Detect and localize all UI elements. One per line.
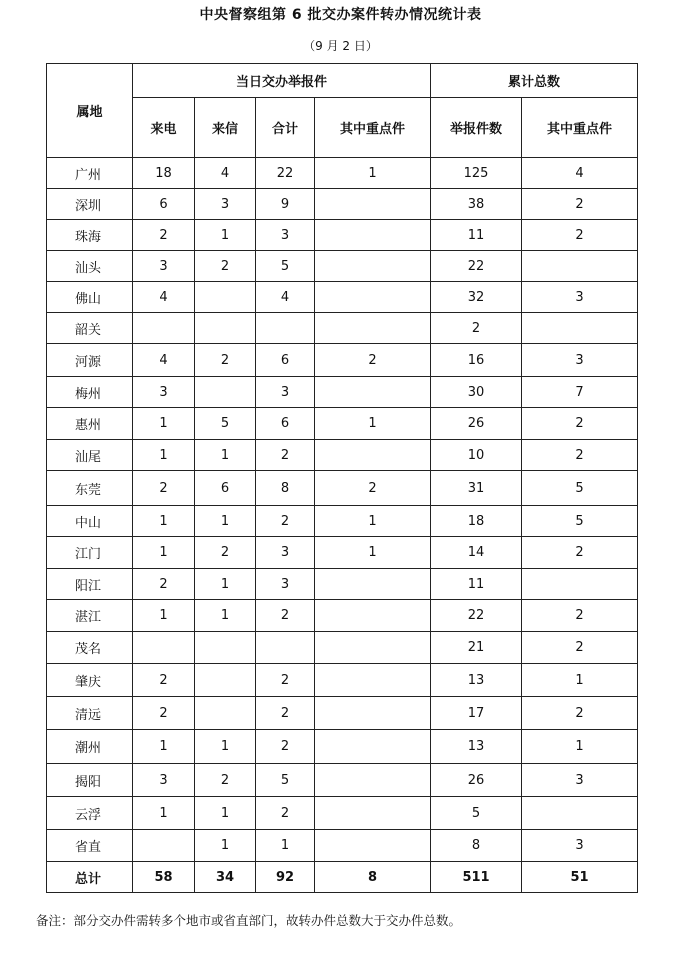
cell-phone: 1 — [133, 797, 195, 830]
cell-key-daily — [315, 189, 431, 220]
total-subtotal: 92 — [256, 862, 315, 893]
cell-key-daily — [315, 632, 431, 664]
cell-region: 佛山 — [47, 282, 133, 313]
cell-key-cumulative — [522, 569, 638, 600]
cell-key-daily — [315, 830, 431, 862]
cell-letter — [195, 664, 256, 697]
table-row — [47, 189, 638, 220]
table-row — [47, 600, 638, 632]
table-row — [47, 282, 638, 313]
cell-phone: 3 — [133, 377, 195, 408]
cell-reports: 30 — [431, 377, 522, 408]
header-letter: 来信 — [195, 98, 256, 158]
document-title: 中央督察组第 6 批交办案件转办情况统计表 — [199, 7, 482, 23]
cell-key-daily — [315, 730, 431, 764]
cell-key-cumulative — [522, 797, 638, 830]
cell-region: 潮州 — [47, 730, 133, 764]
table-row — [47, 471, 638, 506]
footnote: 备注：部分交办件需转多个地市或省直部门，故转办件总数大于交办件总数。 — [36, 913, 462, 928]
cell-letter: 1 — [195, 797, 256, 830]
statistics-table — [46, 63, 638, 893]
cell-key-daily — [315, 797, 431, 830]
cell-key-cumulative: 1 — [522, 664, 638, 697]
cell-reports: 13 — [431, 730, 522, 764]
cell-key-cumulative — [522, 251, 638, 282]
cell-key-daily — [315, 251, 431, 282]
cell-phone: 1 — [133, 408, 195, 440]
cell-reports: 21 — [431, 632, 522, 664]
cell-letter: 1 — [195, 220, 256, 251]
cell-subtotal: 6 — [256, 344, 315, 377]
cell-letter — [195, 377, 256, 408]
cell-reports: 22 — [431, 600, 522, 632]
cell-phone: 1 — [133, 506, 195, 537]
total-reports: 511 — [431, 862, 522, 893]
cell-region: 揭阳 — [47, 764, 133, 797]
cell-subtotal: 3 — [256, 569, 315, 600]
cell-key-cumulative: 2 — [522, 600, 638, 632]
cell-letter — [195, 282, 256, 313]
table-row — [47, 797, 638, 830]
cell-reports: 22 — [431, 251, 522, 282]
cell-letter: 1 — [195, 440, 256, 471]
cell-subtotal: 2 — [256, 797, 315, 830]
cell-reports: 38 — [431, 189, 522, 220]
cell-region: 云浮 — [47, 797, 133, 830]
cell-letter — [195, 697, 256, 730]
cell-subtotal: 1 — [256, 830, 315, 862]
cell-key-daily: 2 — [315, 471, 431, 506]
cell-key-daily: 2 — [315, 344, 431, 377]
table-row — [47, 313, 638, 344]
header-phone: 来电 — [133, 98, 195, 158]
cell-reports: 26 — [431, 764, 522, 797]
table-row — [47, 506, 638, 537]
cell-reports: 18 — [431, 506, 522, 537]
cell-key-cumulative: 2 — [522, 408, 638, 440]
cell-region: 深圳 — [47, 189, 133, 220]
cell-subtotal: 2 — [256, 506, 315, 537]
cell-subtotal: 3 — [256, 377, 315, 408]
cell-phone: 3 — [133, 251, 195, 282]
cell-key-daily — [315, 664, 431, 697]
cell-key-daily: 1 — [315, 506, 431, 537]
cell-region: 惠州 — [47, 408, 133, 440]
table-row — [47, 730, 638, 764]
cell-phone — [133, 313, 195, 344]
cell-key-cumulative: 3 — [522, 344, 638, 377]
cell-key-daily — [315, 569, 431, 600]
cell-region: 江门 — [47, 537, 133, 569]
table-row — [47, 344, 638, 377]
table-row — [47, 537, 638, 569]
cell-region: 肇庆 — [47, 664, 133, 697]
total-key-cumulative: 51 — [522, 862, 638, 893]
cell-phone: 3 — [133, 764, 195, 797]
cell-subtotal: 2 — [256, 697, 315, 730]
cell-letter — [195, 313, 256, 344]
cell-reports: 2 — [431, 313, 522, 344]
table-row — [47, 440, 638, 471]
cell-region: 珠海 — [47, 220, 133, 251]
table-row — [47, 408, 638, 440]
cell-key-cumulative: 2 — [522, 440, 638, 471]
cell-key-daily — [315, 377, 431, 408]
total-region: 总计 — [47, 862, 133, 893]
table-row — [47, 220, 638, 251]
cell-key-daily — [315, 220, 431, 251]
cell-subtotal: 2 — [256, 600, 315, 632]
cell-letter: 1 — [195, 569, 256, 600]
cell-reports: 14 — [431, 537, 522, 569]
cell-region: 汕头 — [47, 251, 133, 282]
cell-phone: 1 — [133, 440, 195, 471]
cell-key-daily: 1 — [315, 408, 431, 440]
cell-region: 省直 — [47, 830, 133, 862]
cell-reports: 26 — [431, 408, 522, 440]
table-row — [47, 764, 638, 797]
cell-reports: 31 — [431, 471, 522, 506]
cell-subtotal: 8 — [256, 471, 315, 506]
cell-key-cumulative: 3 — [522, 764, 638, 797]
cell-subtotal: 5 — [256, 251, 315, 282]
total-phone: 58 — [133, 862, 195, 893]
cell-letter: 2 — [195, 344, 256, 377]
cell-subtotal: 5 — [256, 764, 315, 797]
cell-subtotal — [256, 632, 315, 664]
cell-letter: 2 — [195, 764, 256, 797]
table-row — [47, 158, 638, 189]
cell-reports: 17 — [431, 697, 522, 730]
document-date: （9 月 2 日） — [303, 39, 378, 53]
cell-subtotal: 2 — [256, 440, 315, 471]
header-daily-group: 当日交办举报件 — [133, 64, 431, 98]
cell-phone: 1 — [133, 600, 195, 632]
table-body — [47, 158, 638, 893]
table-row — [47, 377, 638, 408]
table-row — [47, 569, 638, 600]
total-row — [47, 862, 638, 893]
cell-letter: 2 — [195, 251, 256, 282]
cell-reports: 10 — [431, 440, 522, 471]
cell-region: 河源 — [47, 344, 133, 377]
cell-key-daily — [315, 313, 431, 344]
table-row — [47, 697, 638, 730]
cell-phone: 1 — [133, 730, 195, 764]
cell-reports: 13 — [431, 664, 522, 697]
cell-subtotal: 2 — [256, 664, 315, 697]
cell-phone: 2 — [133, 471, 195, 506]
cell-key-daily — [315, 600, 431, 632]
cell-reports: 11 — [431, 569, 522, 600]
cell-subtotal: 3 — [256, 537, 315, 569]
cell-key-cumulative: 2 — [522, 697, 638, 730]
cell-key-cumulative: 7 — [522, 377, 638, 408]
cell-key-cumulative: 1 — [522, 730, 638, 764]
cell-phone: 2 — [133, 569, 195, 600]
cell-key-cumulative: 2 — [522, 220, 638, 251]
table-row — [47, 830, 638, 862]
cell-letter: 4 — [195, 158, 256, 189]
cell-region: 阳江 — [47, 569, 133, 600]
cell-phone: 4 — [133, 344, 195, 377]
cell-reports: 16 — [431, 344, 522, 377]
cell-subtotal — [256, 313, 315, 344]
cell-subtotal: 2 — [256, 730, 315, 764]
cell-key-cumulative: 2 — [522, 537, 638, 569]
cell-key-daily: 1 — [315, 537, 431, 569]
cell-reports: 32 — [431, 282, 522, 313]
cell-letter: 1 — [195, 600, 256, 632]
cell-phone — [133, 632, 195, 664]
cell-reports: 8 — [431, 830, 522, 862]
cell-region: 广州 — [47, 158, 133, 189]
cell-letter: 1 — [195, 830, 256, 862]
cell-region: 湛江 — [47, 600, 133, 632]
cell-region: 汕尾 — [47, 440, 133, 471]
cell-letter: 6 — [195, 471, 256, 506]
cell-key-cumulative: 2 — [522, 632, 638, 664]
cell-subtotal: 3 — [256, 220, 315, 251]
cell-key-cumulative — [522, 313, 638, 344]
cell-letter: 5 — [195, 408, 256, 440]
table-row — [47, 251, 638, 282]
header-region: 属地 — [47, 64, 133, 158]
header-subtotal: 合计 — [256, 98, 315, 158]
cell-key-daily — [315, 282, 431, 313]
cell-key-cumulative: 2 — [522, 189, 638, 220]
cell-key-daily — [315, 440, 431, 471]
cell-region: 清远 — [47, 697, 133, 730]
cell-key-cumulative: 3 — [522, 830, 638, 862]
total-key-daily: 8 — [315, 862, 431, 893]
cell-subtotal: 4 — [256, 282, 315, 313]
header-key-daily: 其中重点件 — [315, 98, 431, 158]
cell-subtotal: 9 — [256, 189, 315, 220]
table-row — [47, 664, 638, 697]
total-letter: 34 — [195, 862, 256, 893]
cell-key-daily: 1 — [315, 158, 431, 189]
cell-subtotal: 6 — [256, 408, 315, 440]
cell-phone: 18 — [133, 158, 195, 189]
cell-region: 韶关 — [47, 313, 133, 344]
cell-region: 茂名 — [47, 632, 133, 664]
cell-key-cumulative: 3 — [522, 282, 638, 313]
cell-region: 东莞 — [47, 471, 133, 506]
cell-letter: 1 — [195, 506, 256, 537]
header-key-cumulative: 其中重点件 — [522, 98, 638, 158]
cell-letter: 2 — [195, 537, 256, 569]
header-cumulative-group: 累计总数 — [431, 64, 638, 98]
cell-region: 中山 — [47, 506, 133, 537]
cell-key-cumulative: 5 — [522, 471, 638, 506]
header-reports: 举报件数 — [431, 98, 522, 158]
table-row — [47, 632, 638, 664]
cell-letter — [195, 632, 256, 664]
cell-key-cumulative: 4 — [522, 158, 638, 189]
cell-reports: 11 — [431, 220, 522, 251]
cell-phone: 4 — [133, 282, 195, 313]
cell-key-cumulative: 5 — [522, 506, 638, 537]
cell-key-daily — [315, 764, 431, 797]
cell-reports: 125 — [431, 158, 522, 189]
cell-phone: 2 — [133, 664, 195, 697]
cell-phone — [133, 830, 195, 862]
cell-phone: 2 — [133, 220, 195, 251]
cell-reports: 5 — [431, 797, 522, 830]
cell-key-daily — [315, 697, 431, 730]
cell-phone: 2 — [133, 697, 195, 730]
cell-phone: 6 — [133, 189, 195, 220]
cell-letter: 3 — [195, 189, 256, 220]
cell-phone: 1 — [133, 537, 195, 569]
cell-letter: 1 — [195, 730, 256, 764]
cell-region: 梅州 — [47, 377, 133, 408]
cell-subtotal: 22 — [256, 158, 315, 189]
